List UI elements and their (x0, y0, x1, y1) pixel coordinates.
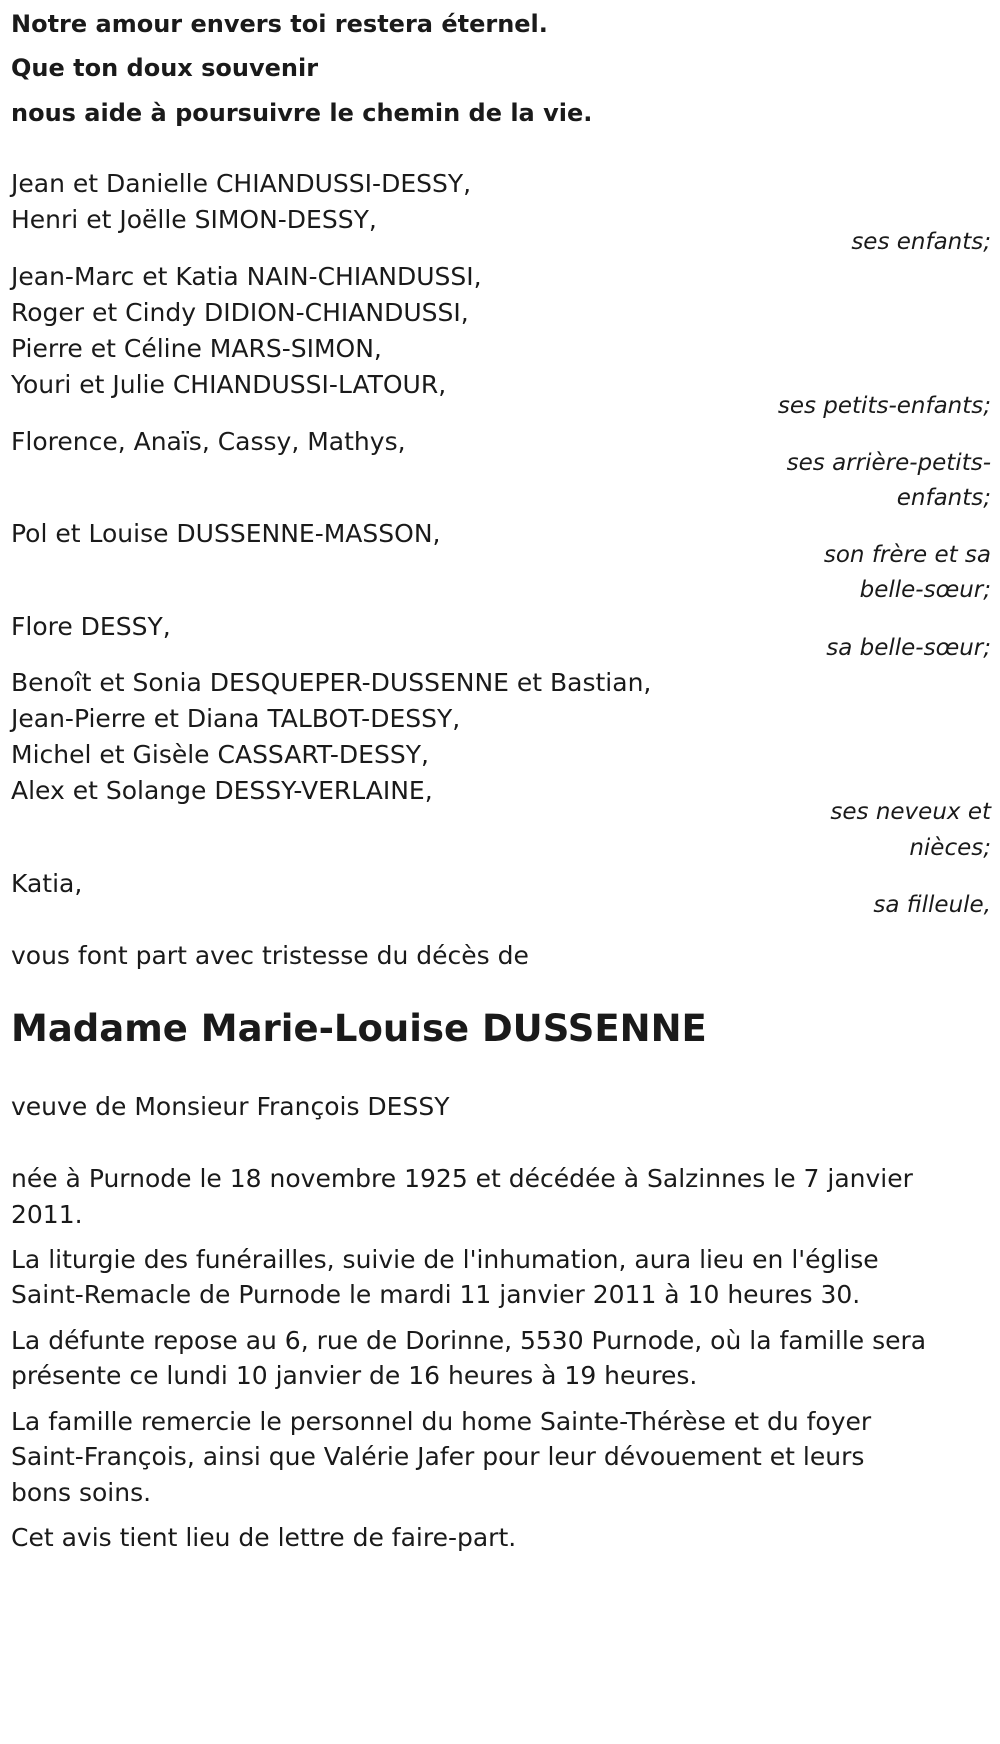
family-name-line: Henri et Joëlle SIMON-DESSY, (11, 205, 377, 234)
widow-of-text: veuve de Monsieur François DESSY (11, 1092, 450, 1121)
relation-label: nièces; (909, 835, 991, 861)
deceased-name: Madame Marie-Louise DUSSENNE (11, 1007, 707, 1050)
notice-line: Cet avis tient lieu de lettre de faire-part. (11, 1523, 517, 1552)
rest-place-line: présente ce lundi 10 janvier de 16 heures à 19 heures. (11, 1361, 698, 1390)
family-name-line: Pol et Louise DUSSENNE-MASSON, (11, 519, 441, 548)
family-name-line: Flore DESSY, (11, 612, 171, 641)
relation-label: ses arrière-petits- (786, 450, 991, 476)
relation-label: ses neveux et (830, 799, 991, 825)
family-name-line: Jean et Danielle CHIANDUSSI-DESSY, (11, 169, 472, 198)
thanks-line: La famille remercie le personnel du home Sainte-Thérèse et du foyer (11, 1407, 872, 1436)
rest-place-line: La défunte repose au 6, rue de Dorinne, 5530 Purnode, où la famille sera (11, 1326, 927, 1355)
relation-label: enfants; (896, 485, 991, 511)
liturgy-line: Saint-Remacle de Purnode le mardi 11 janvier 2011 à 10 heures 30. (11, 1280, 861, 1309)
poem-line-3: nous aide à poursuivre le chemin de la vie. (11, 99, 593, 127)
poem-line-2: Que ton doux souvenir (11, 54, 319, 82)
family-name-line: Michel et Gisèle CASSART-DESSY, (11, 740, 429, 769)
family-name-line: Jean-Marc et Katia NAIN-CHIANDUSSI, (11, 262, 482, 291)
family-name-line: Youri et Julie CHIANDUSSI-LATOUR, (11, 370, 447, 399)
thanks-line: Saint-François, ainsi que Valérie Jafer pour leur dévouement et leurs (11, 1442, 865, 1471)
relation-label: belle-sœur; (859, 577, 991, 603)
family-name-line: Roger et Cindy DIDION-CHIANDUSSI, (11, 298, 469, 327)
family-name-line: Pierre et Céline MARS-SIMON, (11, 334, 382, 363)
birth-death-line: née à Purnode le 18 novembre 1925 et décédée à Salzinnes le 7 janvier (11, 1164, 913, 1193)
relation-label: ses petits-enfants; (777, 393, 991, 419)
relation-label: son frère et sa (823, 542, 991, 568)
family-name-line: Benoît et Sonia DESQUEPER-DUSSENNE et Bastian, (11, 668, 652, 697)
family-name-line: Katia, (11, 869, 83, 898)
relation-label: ses enfants; (851, 229, 991, 255)
relation-label: sa belle-sœur; (826, 635, 991, 661)
family-name-line: Florence, Anaïs, Cassy, Mathys, (11, 427, 406, 456)
liturgy-line: La liturgie des funérailles, suivie de l'inhumation, aura lieu en l'église (11, 1245, 879, 1274)
thanks-line: bons soins. (11, 1478, 152, 1507)
family-name-line: Jean-Pierre et Diana TALBOT-DESSY, (11, 704, 461, 733)
announcement-text: vous font part avec tristesse du décès de (11, 941, 529, 970)
relation-label: sa filleule, (873, 892, 991, 918)
poem-line-1: Notre amour envers toi restera éternel. (11, 10, 548, 38)
birth-death-line: 2011. (11, 1200, 83, 1229)
family-name-line: Alex et Solange DESSY-VERLAINE, (11, 776, 433, 805)
